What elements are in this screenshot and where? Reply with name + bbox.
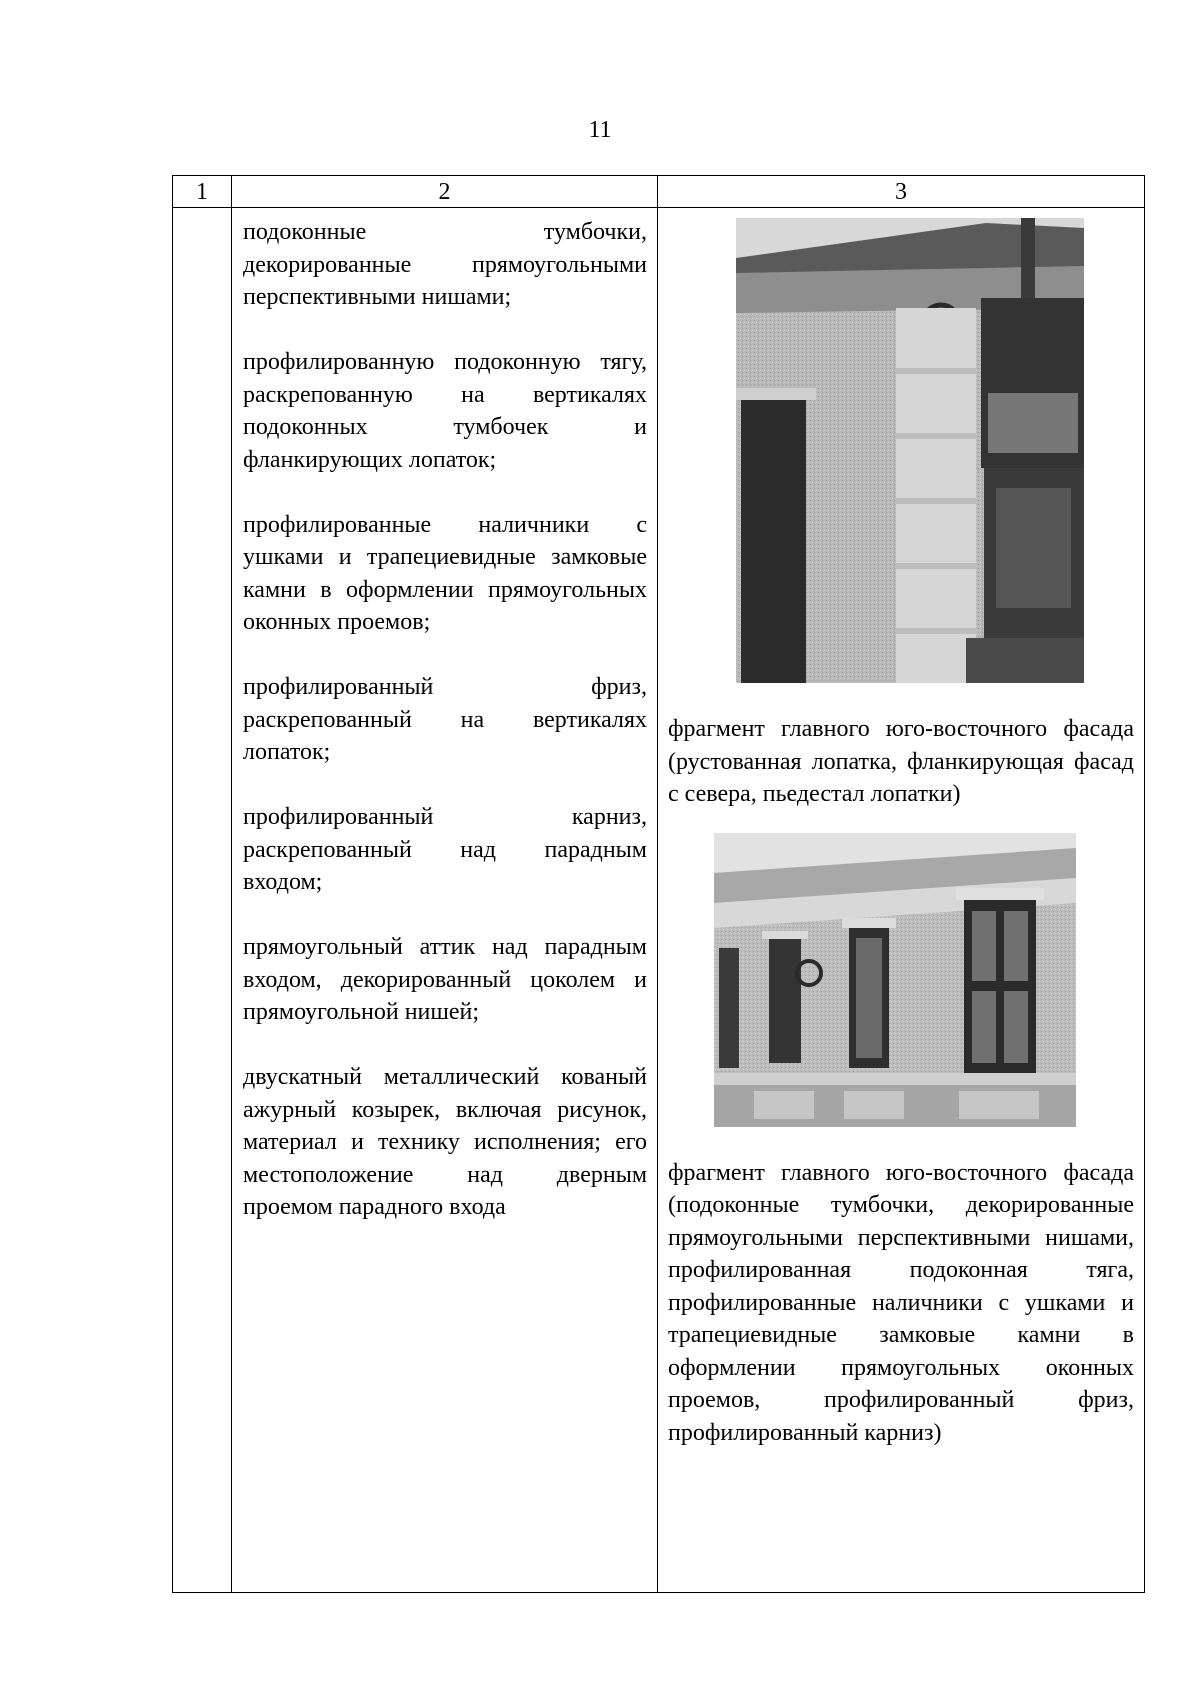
header-col-2: 2 — [232, 176, 658, 208]
photo-2-caption: фрагмент главного юго-восточного фасада (подоконные тумбочки, декорированные прямоугольными перспективными нишами, профилированная подоконная тяга, профилированные наличники с ушками и трапециевидные замковые камни в оформлении прямоугольных оконных проемов, профилированный фриз, профилированный карниз) — [668, 1159, 1134, 1446]
photo-1-caption: фрагмент главного юго-восточного фасада (рустованная лопатка, фланкирующая фасад с севера, пьедестал лопатки) — [668, 716, 1134, 807]
header-col-1: 1 — [173, 176, 232, 208]
page-number: 11 — [588, 117, 612, 143]
table-header-row — [173, 176, 1145, 208]
cell-photos — [658, 208, 1145, 1593]
heritage-table — [172, 175, 1145, 1593]
description-paragraph: профилированную подоконную тягу, раскрепованную на вертикалях подоконных тумбочек и фланкирующих лопаток; — [243, 349, 647, 473]
description-paragraph: прямоугольный аттик над парадным входом, декорированный цоколем и прямоугольной нишей; — [243, 934, 647, 1025]
description-paragraph: профилированный карниз, раскрепованный над парадным входом; — [243, 804, 647, 895]
description-paragraph: подоконные тумбочки, декорированные прямоугольными перспективными нишами; — [243, 219, 647, 310]
description-paragraph: двускатный металлический кованый ажурный козырек, включая рисунок, материал и технику исполнения; его местоположение над дверным проемом парадного входа — [243, 1064, 647, 1220]
facade-photo-2 — [714, 833, 1076, 1127]
description-paragraph: профилированный фриз, раскрепованный на вертикалях лопаток; — [243, 674, 647, 765]
description-paragraph: профилированные наличники с ушками и трапециевидные замковые камни в оформлении прямоугольных оконных проемов; — [243, 511, 647, 635]
table-row — [173, 208, 1145, 1593]
cell-description — [232, 208, 658, 1593]
header-col-3: 3 — [658, 176, 1145, 208]
cell-number — [173, 208, 232, 1593]
facade-photo-1 — [736, 218, 1084, 683]
